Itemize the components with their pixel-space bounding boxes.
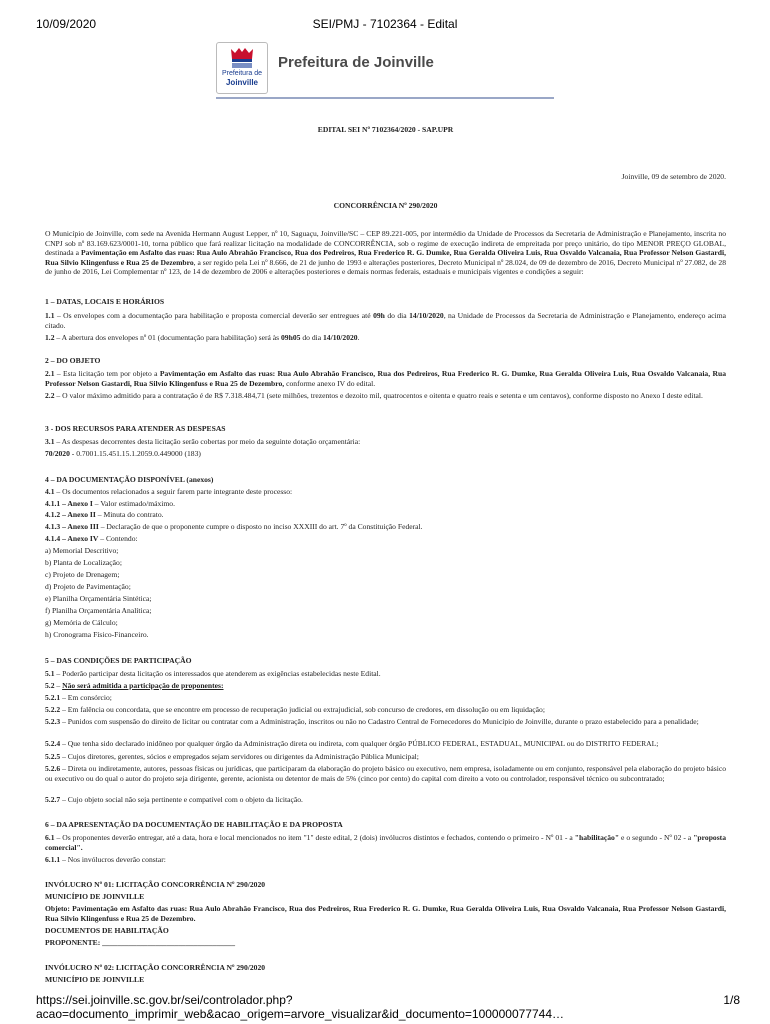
page-number: 1/8 xyxy=(723,993,740,1007)
concorrencia-title: CONCORRÊNCIA Nº 290/2020 xyxy=(333,201,438,210)
section-4-title: 4 – DA DOCUMENTAÇÃO DISPONÍVEL (anexos) xyxy=(45,475,214,484)
section-3-title: 3 - DOS RECURSOS PARA ATENDER AS DESPESAS xyxy=(45,424,226,433)
edital-title: EDITAL SEI Nº 7102364/2020 - SAP.UPR xyxy=(317,125,454,134)
annex-4-item: f) Planilha Orçamentária Analítica; xyxy=(45,606,152,615)
item-2-2: 2.2 – O valor máximo admitido para a contratação é de R$ 7.318.484,71 (sete milhões, trezentos e dezoito mil, quatrocentos e oitenta e quatro reais e setenta e um centavos), conforme disposto no Anexo I deste edital. xyxy=(45,391,703,400)
print-date: 10/09/2020 xyxy=(36,17,97,31)
letterhead-name: Prefeitura de Joinville xyxy=(278,54,434,71)
annex-4-item: a) Memorial Descritivo; xyxy=(45,546,119,555)
item-3-1: 3.1 – As despesas decorrentes desta licitação serão cobertas por meio da seguinte dotação orçamentária: xyxy=(45,437,361,446)
item-1-1: 1.1 – Os envelopes com a documentação para habilitação e proposta comercial deverão ser entregues até 09h do dia 14/10/2020, na Unidade de Processos da Secretaria de Administração e Planejamento, endereço acima citado. xyxy=(45,311,726,330)
item-5-2: 5.2 – Não será admitida a participação de proponentes: xyxy=(45,681,224,690)
envelope-1-proponent: PROPONENTE: ___________________________________ xyxy=(45,938,236,947)
item-2-1: 2.1 – Esta licitação tem por objeto a Pavimentação em Asfalto das ruas: Rua Aulo Abrahão Francisco, Rua dos Pedreiros, Rua Frederico R. G. Dumke, Rua Geralda Oliveira Luis, Rua Osvaldo Valcanaia, Rua Professor Nelson Gastardi, Rua Silvio Klingenfuss e Rua 25 de Dezembro, conforme anexo IV do edital. xyxy=(45,369,726,388)
annex-4-item: e) Planilha Orçamentária Sintética; xyxy=(45,594,152,603)
item-5-1: 5.1 – Poderão participar desta licitação os interessados que atenderem as exigências estabelecidas neste Edital. xyxy=(45,669,381,678)
envelope-1-line: DOCUMENTOS DE HABILITAÇÃO xyxy=(45,926,169,935)
city-seal-icon xyxy=(216,42,268,94)
item-4-1: 4.1 – Os documentos relacionados a seguir farem parte integrante deste processo: xyxy=(45,487,293,496)
seal-text-2: Joinville xyxy=(225,78,258,87)
section-6-title: 6 – DA APRESENTAÇÃO DA DOCUMENTAÇÃO DE HABILITAÇÃO E DA PROPOSTA xyxy=(45,820,343,829)
item-5-2-6: 5.2.6 – Direta ou indiretamente, autores, pessoas físicas ou jurídicas, que participaram da elaboração do projeto básico ou executivo, nem empresa, isoladamente ou em conjunto, responsável pela elaboração do projeto básico ou executivo ou do qual o autor do projeto seja dirigente, gerente, acionista ou detentor de mais de 5% (cinco por cento) do capital com direito a voto ou controlador, responsável técnico ou subcontratado; xyxy=(45,764,726,783)
envelope-2-line: INVÓLUCRO Nº 02: LICITAÇÃO CONCORRÊNCIA Nº 290/2020 xyxy=(45,963,266,972)
envelope-1-line: INVÓLUCRO Nº 01: LICITAÇÃO CONCORRÊNCIA Nº 290/2020 xyxy=(45,880,266,889)
intro-paragraph: O Município de Joinville, com sede na Avenida Hermann August Lepper, nº 10, Saguaçu, Joinville/SC – CEP 89.221-005, por intermédio da Unidade de Processos da Secretaria de Administração e Planejamento, inscrita no CNPJ sob nº 83.169.623/0001-10, torna público que fará realizar licitação na modalidade de CONCORRÊNCIA, sob o regime de execução indireta de empreitada por preço unitário, do tipo MENOR PREÇO GLOBAL, destinada a Pavimentação em Asfalto das ruas: Rua Aulo Abrahão Francisco, Rua dos Pedreiros, Rua Frederico R. G. Dumke, Rua Geralda Oliveira Luis, Rua Osvaldo Valcanaia, Rua Professor Nelson Gastardi, Rua Silvio Klingenfuss e Rua 25 de Dezembro, a ser regido pela Lei nº 8.666, de 21 de junho de 1993 e alterações posteriores, Decreto Municipal nº 28.024, de 09 de dezembro de 2016, Decreto Municipal nº 27.082, de 28 de junho de 2016, Lei Complementar nº 123, de 14 de dezembro de 2006 e alterações posteriores e demais normas federais, estaduais e municipais vigentes e condições a seguir: xyxy=(45,229,726,276)
item-5-2-4: 5.2.4 – Que tenha sido declarado inidôneo por qualquer órgão da Administração direta ou indireta, com qualquer órgão PÚBLICO FEDERAL, ESTADUAL, MUNICIPAL ou do DISTRITO FEDERAL; xyxy=(45,739,659,748)
annex-2: 4.1.2 – Anexo II – Minuta do contrato. xyxy=(45,510,164,519)
section-2-title: 2 – DO OBJETO xyxy=(45,356,101,365)
annex-4-item: c) Projeto de Drenagem; xyxy=(45,570,120,579)
item-5-2-5: 5.2.5 – Cujos diretores, gerentes, sócios e empregados sejam servidores ou dirigentes da Administração Pública Municipal; xyxy=(45,752,419,761)
item-6-1-1: 6.1.1 – Nos invólucros deverão constar: xyxy=(45,855,166,864)
envelope-1-object: Objeto: Pavimentação em Asfalto das ruas: Rua Aulo Abrahão Francisco, Rua dos Pedreiros, Rua Frederico R. G. Dumke, Rua Geralda Oliveira Luis, Rua Osvaldo Valcanaia, Rua Professor Nelson Gastardi, Rua Silvio Klingenfuss e Rua 25 de Dezembro. xyxy=(45,904,726,923)
section-5-title: 5 – DAS CONDIÇÕES DE PARTICIPAÇÃO xyxy=(45,656,192,665)
envelope-2-line: MUNICÍPIO DE JOINVILLE xyxy=(45,975,145,984)
annex-4: 4.1.4 – Anexo IV – Contendo: xyxy=(45,534,138,543)
item-1-2: 1.2 – A abertura dos envelopes nº 01 (documentação para habilitação) será às 09h05 do dia 14/10/2020. xyxy=(45,333,360,342)
budget-allocation: 70/2020 - 0.7001.15.451.15.1.2059.0.449000 (183) xyxy=(45,449,201,458)
date-line: Joinville, 09 de setembro de 2020. xyxy=(621,172,726,181)
item-5-2-7: 5.2.7 – Cujo objeto social não seja pertinente e compatível com o objeto da licitação. xyxy=(45,795,303,804)
item-5-2-1: 5.2.1 – Em consórcio; xyxy=(45,693,112,702)
envelope-1-line: MUNICÍPIO DE JOINVILLE xyxy=(45,892,145,901)
annex-4-item: b) Planta de Localização; xyxy=(45,558,122,567)
item-5-2-3: 5.2.3 – Punidos com suspensão do direito de licitar ou contratar com a Administração, inscritos ou não no Cadastro Central de Fornecedores do Município de Joinville, durante o prazo estabelecido para a penalidade; xyxy=(45,717,699,726)
letterhead xyxy=(216,42,596,94)
print-title: SEI/PMJ - 7102364 - Edital xyxy=(312,17,458,31)
item-5-2-2: 5.2.2 – Em falência ou concordata, que se encontre em processo de recuperação judicial ou extrajudicial, sob concurso de credores, em dissolução ou em liquidação; xyxy=(45,705,545,714)
print-url: https://sei.joinville.sc.gov.br/sei/controlador.php?acao=documento_imprimir_web&acao_origem=arvore_visualizar&id_documento=100000077744… xyxy=(36,993,564,1021)
seal-text-1: Prefeitura de xyxy=(221,70,263,77)
item-6-1: 6.1 – Os proponentes deverão entregar, até a data, hora e local mencionados no item "1" deste edital, 2 (dois) invólucros distintos e fechados, contendo o primeiro - Nº 01 - a "habilitação" e o segundo - Nº 02 - a "proposta comercial". xyxy=(45,833,726,852)
letterhead-divider xyxy=(216,97,554,99)
section-1-title: 1 – DATAS, LOCAIS E HORÁRIOS xyxy=(45,297,165,306)
annex-1: 4.1.1 – Anexo I – Valor estimado/máximo. xyxy=(45,499,176,508)
annex-3: 4.1.3 – Anexo III – Declaração de que o proponente cumpre o disposto no inciso XXXIII do art. 7º da Constituição Federal. xyxy=(45,522,423,531)
annex-4-item: h) Cronograma Físico-Financeiro. xyxy=(45,630,149,639)
annex-4-item: g) Memória de Cálculo; xyxy=(45,618,118,627)
annex-4-item: d) Projeto de Pavimentação; xyxy=(45,582,131,591)
